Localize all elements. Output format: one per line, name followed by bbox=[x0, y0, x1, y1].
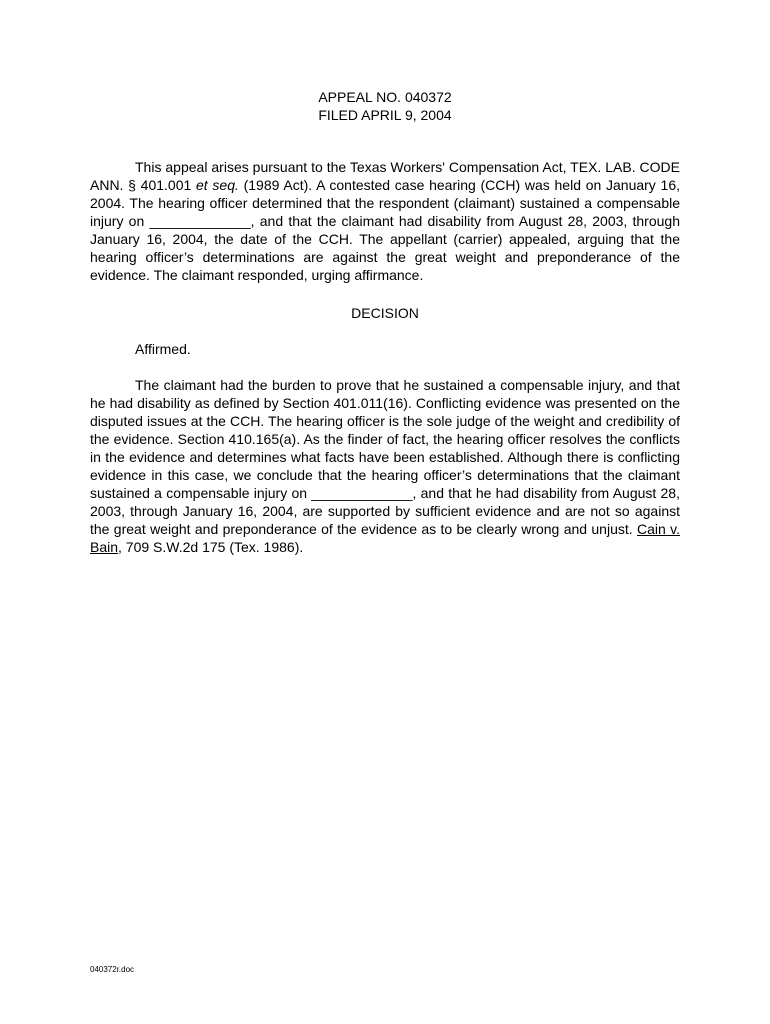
document-header bbox=[90, 88, 680, 124]
analysis-text-b: , 709 S.W.2d 175 (Tex. 1986). bbox=[118, 539, 304, 555]
intro-paragraph bbox=[90, 158, 680, 284]
intro-text-b: (1989 Act). A contested case hearing (CCH) was held on January 16, 2004. The hearing officer determined that the respondent (claimant) sustained a compensable injury on _____________, and that the claimant had disability from August 28, 2003, through January 16, 2004, the date of the CCH. The appellant (carrier) appealed, arguing that the hearing officer’s determinations are against the great weight and preponderance of the evidence. The claimant responded, urging affirmance. bbox=[90, 177, 680, 283]
affirmed-text: Affirmed. bbox=[135, 341, 191, 357]
case-citation: Cain v. Bain bbox=[90, 521, 680, 555]
document-page bbox=[90, 88, 680, 556]
footer-filename: 040372r.doc bbox=[90, 965, 135, 974]
analysis-text-a: The claimant had the burden to prove that he sustained a compensable injury, and that he had disability as defined by Section 401.011(16). Conflicting evidence was presented on the disputed issues at the CCH. The hearing officer is the sole judge of the weight and credibility of the evidence. Section 410.165(a). As the finder of fact, the hearing officer resolves the conflicts in the evidence and determines what facts have been established. Although there is conflicting evidence in this case, we conclude that the hearing officer’s determinations that the claimant sustained a compensable injury on _____________, and that he had disability from August 28, 2003, through January 16, 2004, are supported by sufficient evidence and are not so against the great weight and preponderance of the evidence as to be clearly wrong and unjust. bbox=[90, 377, 680, 537]
intro-text-a: This appeal arises pursuant to the Texas Workers' Compensation Act, TEX. LAB. CODE ANN. § 401.001 bbox=[90, 159, 680, 193]
intro-italic: et seq. bbox=[196, 177, 239, 193]
analysis-paragraph bbox=[90, 376, 680, 556]
filed-date: FILED APRIL 9, 2004 bbox=[318, 107, 452, 123]
appeal-number: APPEAL NO. 040372 bbox=[318, 89, 452, 105]
decision-heading: DECISION bbox=[351, 305, 419, 321]
